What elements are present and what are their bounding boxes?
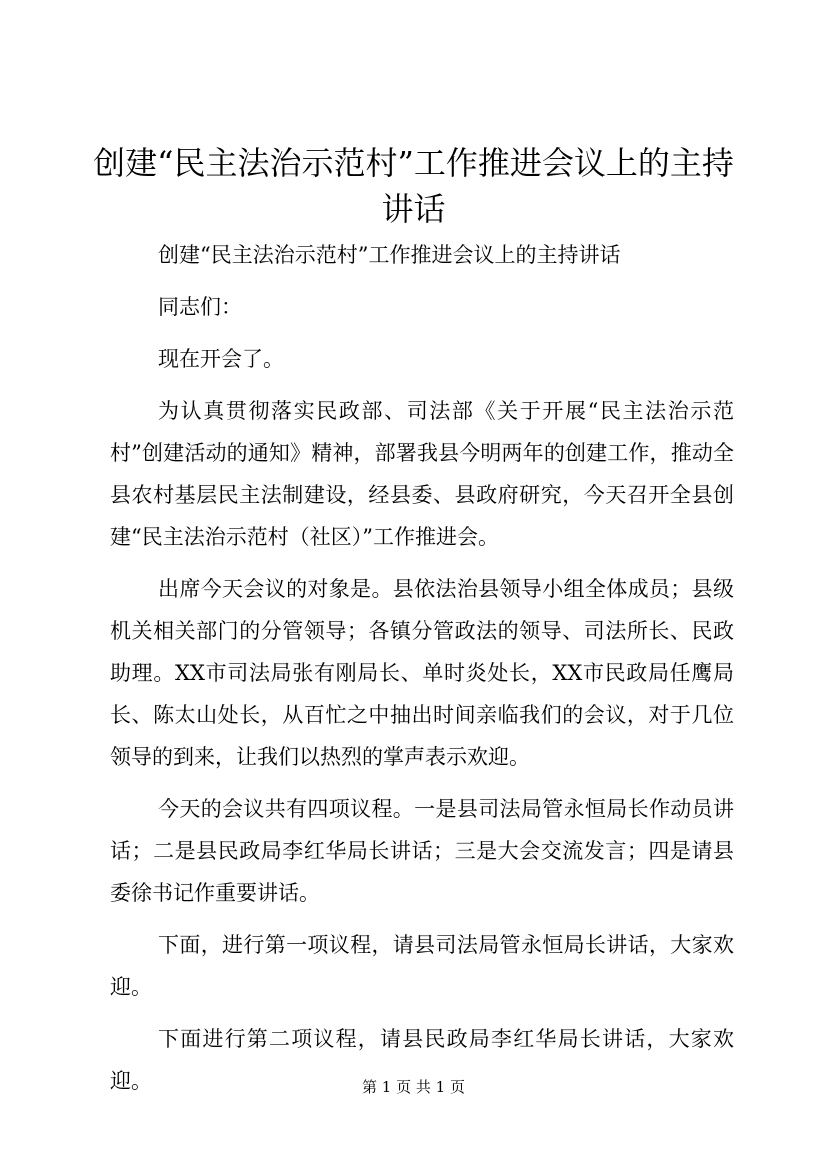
paragraph-agenda-item-2: 下面进行第二项议程，请县民政局李红华局长讲话，大家欢迎。 [110,1027,734,1093]
document-title: 创建“民主法治示范村”工作推进会议上的主持讲话 [93,144,734,228]
paragraph-purpose: 为认真贯彻落实民政部、司法部《关于开展“民主法治示范村”创建活动的通知》精神，部署我县今明两年的创建工作，推动全县农村基层民主法制建设，经县委、县政府研究，今天召开全县创建“民主法治示范村（社区）”工作推进会。 [110,399,734,549]
document-body [110,234,734,1112]
paragraph-greeting: 同志们： [158,295,242,319]
page-number-footer: 第 1 页 共 1 页 [362,1078,465,1096]
paragraph-attendees: 出席今天会议的对象是。县依法治县领导小组全体成员；县级机关相关部门的分管领导；各镇分管政法的领导、司法所长、民政助理。XX市司法局张有刚局长、单时炎处长，XX市民政局任鹰局长、陈太山处长，从百忙之中抽出时间亲临我们的会议，对于几位领导的到来，让我们以热烈的掌声表示欢迎。 [110,577,734,769]
paragraph-agenda-item-1: 下面，进行第一项议程，请县司法局管永恒局长讲话，大家欢迎。 [110,933,734,999]
paragraph-opening: 现在开会了。 [158,347,284,371]
paragraph-agenda: 今天的会议共有四项议程。一是县司法局管永恒局长作动员讲话；二是县民政局李红华局长讲话；三是大会交流发言；四是请县委徐书记作重要讲话。 [110,797,734,905]
paragraph-subtitle: 创建“民主法治示范村”工作推进会议上的主持讲话 [158,243,621,267]
